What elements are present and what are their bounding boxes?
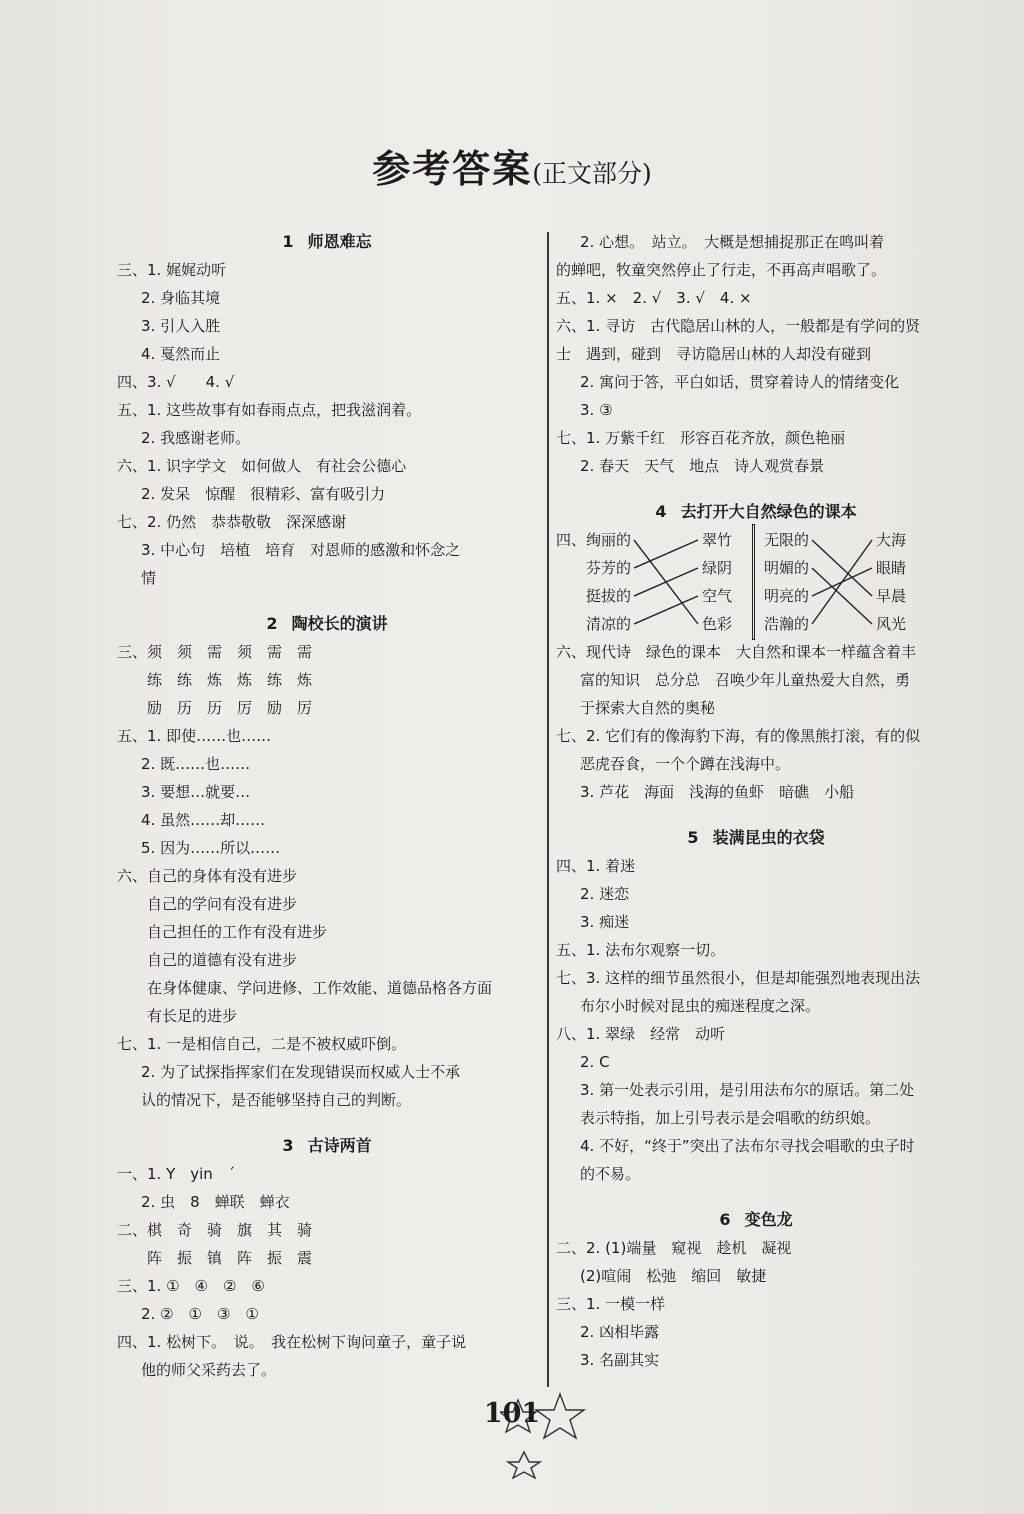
answer-line: 的蝉吧，牧童突然停止了行走，不再高声唱歌了。 — [556, 261, 887, 279]
section-title-6: 6 变色龙 — [719, 1210, 793, 1229]
answer-line: 六、1. 寻访 古代隐居山林的人，一般都是有学问的贤 — [556, 317, 921, 335]
match-word: 绿阴 — [702, 559, 733, 577]
answer-line: 阵 振 镇 阵 振 震 — [147, 1249, 313, 1267]
answer-line: 士 遇到，碰到 寻访隐居山林的人却没有碰到 — [556, 345, 872, 363]
answer-line: 七、2. 仍然 恭恭敬敬 深深感谢 — [117, 513, 347, 531]
answer-line: 七、3. 这样的细节虽然很小，但是却能强烈地表现出法 — [556, 969, 921, 987]
column-divider — [547, 232, 549, 1387]
title-main: 参考答案 — [372, 146, 533, 191]
answer-line: 自己的道德有没有进步 — [147, 951, 298, 969]
answer-line: 二、2. (1)端量 窥视 趁机 凝视 — [556, 1239, 792, 1257]
match-prefix: 四、 — [556, 531, 587, 549]
answer-line: 五、1. 这些故事有如春雨点点，把我滋润着。 — [117, 401, 422, 419]
answer-line: 3. 中心句 培植 培育 对恩师的感激和怀念之 — [141, 541, 461, 559]
answer-line: 恶虎吞食，一个个蹲在浅海中。 — [580, 755, 791, 773]
answer-line: 他的师父采药去了。 — [141, 1361, 277, 1379]
answer-line: 四、1. 松树下。 说。 我在松树下询问童子，童子说 — [117, 1333, 467, 1351]
section-title-5: 5 装满昆虫的衣袋 — [687, 828, 825, 847]
page-title — [0, 138, 1024, 193]
answer-line: 3. 名副其实 — [580, 1351, 660, 1369]
answer-line: 自己的学问有没有进步 — [147, 895, 298, 913]
right-column — [556, 228, 956, 1374]
match-word: 清凉的 — [586, 615, 632, 633]
answer-line: 情 — [141, 569, 157, 587]
answer-line: 3. 引人入胜 — [141, 317, 221, 335]
match-word: 翠竹 — [702, 531, 733, 549]
answer-line: 五、1. 法布尔观察一切。 — [556, 941, 726, 959]
match-word: 色彩 — [702, 615, 733, 633]
section-title-3: 3 古诗两首 — [282, 1136, 372, 1155]
answer-line: 励 历 历 厉 励 厉 — [147, 699, 313, 717]
answer-line: 于探索大自然的奥秘 — [580, 699, 716, 717]
answer-line: 一、1. Y yin ˊ — [117, 1165, 236, 1183]
answer-line: 五、1. × 2. √ 3. √ 4. × — [556, 289, 752, 307]
answer-line: 3. 要想…就要… — [141, 783, 251, 801]
answer-line: 四、1. 着迷 — [556, 857, 636, 875]
answer-line: (2)喧闹 松弛 缩回 敏捷 — [580, 1267, 767, 1285]
match-word: 浩瀚的 — [764, 615, 810, 633]
answer-line: 富的知识 总分总 召唤少年儿童热爱大自然，勇 — [580, 671, 911, 689]
section-title-4: 4 去打开大自然绿色的课本 — [655, 502, 857, 521]
answer-line: 六、现代诗 绿色的课本 大自然和课本一样蕴含着丰 — [556, 643, 917, 661]
answer-line: 五、1. 即使……也…… — [117, 727, 272, 745]
answer-line: 练 练 炼 炼 练 炼 — [147, 671, 313, 689]
match-word: 无限的 — [764, 531, 810, 549]
answer-line: 六、1. 识字学文 如何做人 有社会公德心 — [117, 457, 407, 475]
answer-line: 三、1. ① ④ ② ⑥ — [117, 1277, 265, 1295]
answer-line: 七、1. 万紫千红 形容百花齐放，颜色艳丽 — [556, 429, 846, 447]
match-word: 挺拔的 — [586, 587, 632, 605]
answer-line: 2. 身临其境 — [141, 289, 221, 307]
answer-line: 3. 痴迷 — [580, 913, 630, 931]
answer-line: 的不易。 — [580, 1165, 641, 1183]
page-number: 101 — [483, 1398, 541, 1429]
match-word: 早晨 — [876, 587, 907, 605]
answer-line: 2. C — [580, 1053, 610, 1071]
answer-line: 六、自己的身体有没有进步 — [117, 867, 298, 885]
section-title-1: 1 师恩难忘 — [282, 232, 372, 251]
answer-line: 5. 因为……所以…… — [141, 839, 281, 857]
left-column — [117, 228, 537, 1384]
answer-line: 四、3. √ 4. √ — [117, 373, 235, 391]
answer-line: 2. 为了试探指挥家们在发现错误而权威人士不承 — [141, 1063, 461, 1081]
answer-line: 4. 戛然而止 — [141, 345, 221, 363]
answer-line: 三、1. 一模一样 — [556, 1295, 666, 1313]
answer-line: 2. 既……也…… — [141, 755, 251, 773]
answer-line: 七、2. 它们有的像海豹下海，有的像黑熊打滚，有的似 — [556, 727, 921, 745]
answer-line: 八、1. 翠绿 经常 动听 — [556, 1025, 726, 1043]
match-word: 芬芳的 — [586, 559, 632, 577]
answer-line: 七、1. 一是相信自己，二是不被权威吓倒。 — [117, 1035, 407, 1053]
match-word: 大海 — [876, 531, 907, 549]
answer-line: 布尔小时候对昆虫的痴迷程度之深。 — [580, 997, 821, 1015]
answer-line: 2. 凶相毕露 — [580, 1323, 660, 1341]
answer-line: 2. 我感谢老师。 — [141, 429, 251, 447]
answer-line: 三、1. 娓娓动听 — [117, 261, 227, 279]
answer-line: 3. 芦花 海面 浅海的鱼虾 暗礁 小船 — [580, 783, 855, 801]
answer-line: 4. 虽然……却…… — [141, 811, 266, 829]
answer-line: 4. 不好，“终于”突出了法布尔寻找会唱歌的虫子时 — [580, 1137, 915, 1155]
answer-line: 二、棋 奇 骑 旗 其 骑 — [117, 1221, 313, 1239]
section-title-2: 2 陶校长的演讲 — [266, 614, 388, 633]
answer-line: 有长足的进步 — [147, 1007, 238, 1025]
answer-line: 2. 虫 8 蝉联 蝉衣 — [141, 1193, 290, 1211]
answer-line: 表示特指，加上引号表示是会唱歌的纺织娘。 — [580, 1109, 881, 1127]
answer-line: 2. 迷恋 — [580, 885, 630, 903]
answer-line: 2. 寓问于答，平白如话，贯穿着诗人的情绪变化 — [580, 373, 900, 391]
answer-line: 自己担任的工作有没有进步 — [147, 923, 328, 941]
answer-line: 2. 春天 天气 地点 诗人观赏春景 — [580, 457, 825, 475]
match-word: 空气 — [702, 587, 733, 605]
answer-line: 2. ② ① ③ ① — [141, 1305, 259, 1323]
answer-line: 在身体健康、学问进修、工作效能、道德品格各方面 — [147, 979, 493, 997]
match-word: 明亮的 — [764, 587, 810, 605]
match-word: 风光 — [876, 615, 907, 633]
answer-line: 认的情况下，是否能够坚持自己的判断。 — [141, 1091, 412, 1109]
answer-line: 2. 发呆 惊醒 很精彩、富有吸引力 — [141, 485, 386, 503]
word-matching-exercise — [556, 526, 956, 638]
answer-line: 2. 心想。 站立。 大概是想捕捉那正在鸣叫着 — [580, 233, 885, 251]
match-word: 眼睛 — [876, 559, 907, 577]
answer-line: 3. ③ — [580, 401, 613, 419]
star-decoration-icon — [500, 1380, 590, 1480]
match-word: 明媚的 — [764, 559, 810, 577]
answer-line: 3. 第一处表示引用，是引用法布尔的原话。第二处 — [580, 1081, 915, 1099]
title-sub: (正文部分) — [532, 159, 652, 188]
answer-line: 三、须 须 需 须 需 需 — [117, 643, 313, 661]
match-word: 绚丽的 — [586, 531, 632, 549]
matching-lines — [556, 526, 936, 638]
